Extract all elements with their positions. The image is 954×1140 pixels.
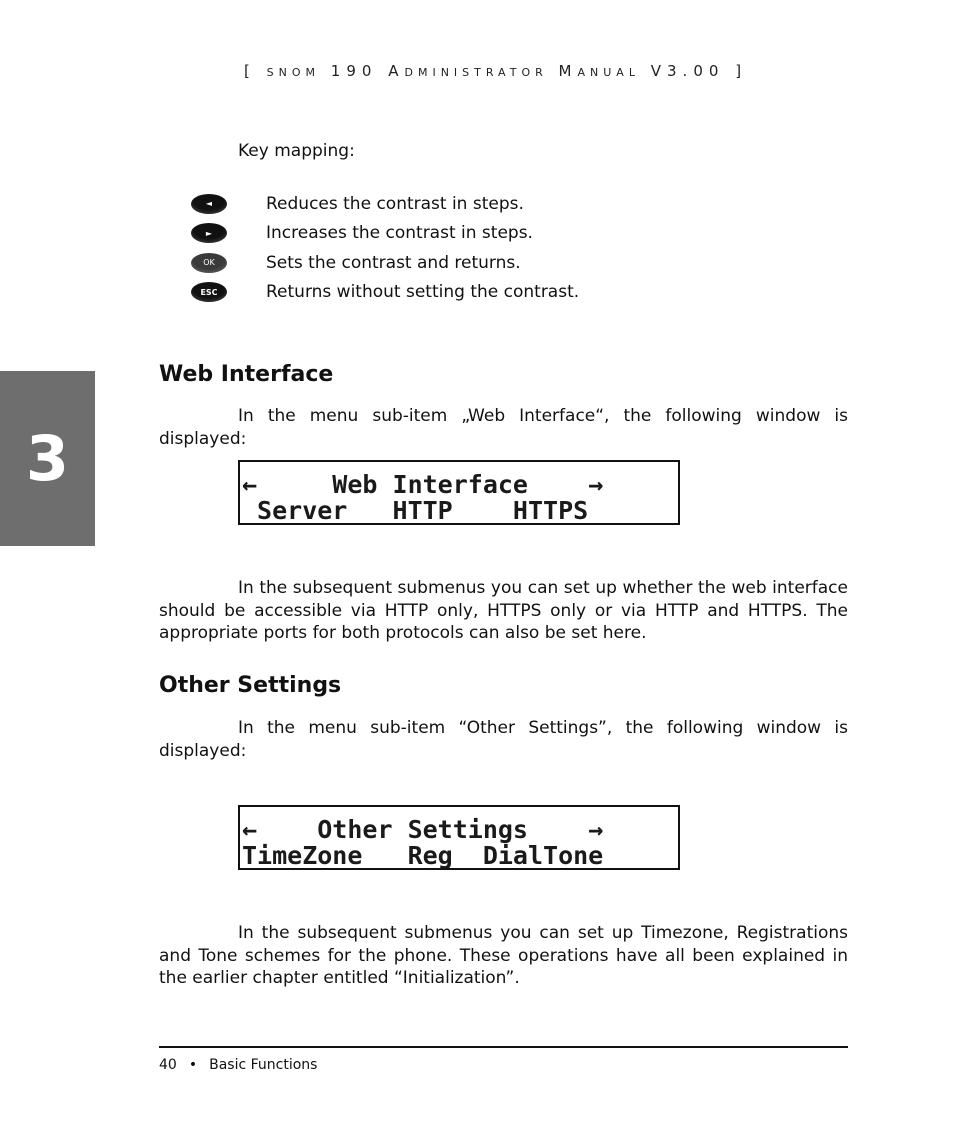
footer-section: Basic Functions [209,1057,318,1073]
header-version: V3.00 [650,62,725,80]
key-description: Returns without setting the contrast. [266,282,580,303]
header-word2-rest: DMINISTRATOR [404,66,548,79]
lcd-line-2: TimeZone Reg DialTone [242,841,604,870]
other-settings-heading: Other Settings [159,673,342,698]
key-description: Sets the contrast and returns. [266,252,521,273]
web-interface-heading: Web Interface [159,362,334,387]
web-interface-intro-text: In the menu sub-item „Web Interface“, the following window is displayed: [159,406,848,449]
other-settings-description [159,922,848,990]
header-bracket-open: [ [244,62,256,80]
esc-key-icon: ESC [191,282,227,302]
chapter-tab: 3 [0,371,95,546]
web-interface-description-text: In the subsequent submenus you can set up whether the web interface should be accessible via HTTP only, HTTPS only or via HTTP and HTTPS. The appropriate ports for both protocols can also be set here. [159,578,848,643]
web-interface-intro [159,405,848,450]
ok-key-icon: OK [191,253,227,273]
key-row-right [191,219,791,249]
header-model: 190 [330,62,378,80]
lcd-line-1: ← Web Interface → [242,470,604,499]
header-bracket-close: ] [735,62,748,80]
key-row-left [191,189,791,219]
web-interface-description [159,577,848,645]
lcd-web-interface [238,460,680,525]
key-description: Reduces the contrast in steps. [266,193,524,214]
header-word2-cap: A [388,62,405,80]
footer-bullet: • [188,1057,198,1073]
key-mapping-intro: Key mapping: [238,141,355,161]
other-settings-description-text: In the subsequent submenus you can set up Timezone, Registrations and Tone schemes for the phone. These operations have all been explained in the earlier chapter entitled “Initialization”. [159,923,848,988]
lcd-line-1: ← Other Settings → [242,815,604,844]
key-mapping-list [191,189,791,307]
other-settings-intro-text: In the menu sub-item “Other Settings”, the following window is displayed: [159,718,848,761]
header-word3-cap: M [558,62,578,80]
footer-rule [159,1046,848,1048]
other-settings-intro [159,717,848,762]
header-word3-rest: ANUAL [577,66,640,79]
right-arrow-key-icon: ► [191,223,227,243]
left-arrow-key-icon: ◄ [191,194,227,214]
running-header [244,62,804,80]
key-description: Increases the contrast in steps. [266,223,533,244]
page-footer [159,1057,317,1073]
header-brand: SNOM [266,66,321,79]
lcd-line-2: Server HTTP HTTPS [242,496,589,525]
key-row-ok [191,248,791,278]
key-row-esc [191,278,791,308]
page-number: 40 [159,1057,177,1073]
lcd-other-settings [238,805,680,870]
